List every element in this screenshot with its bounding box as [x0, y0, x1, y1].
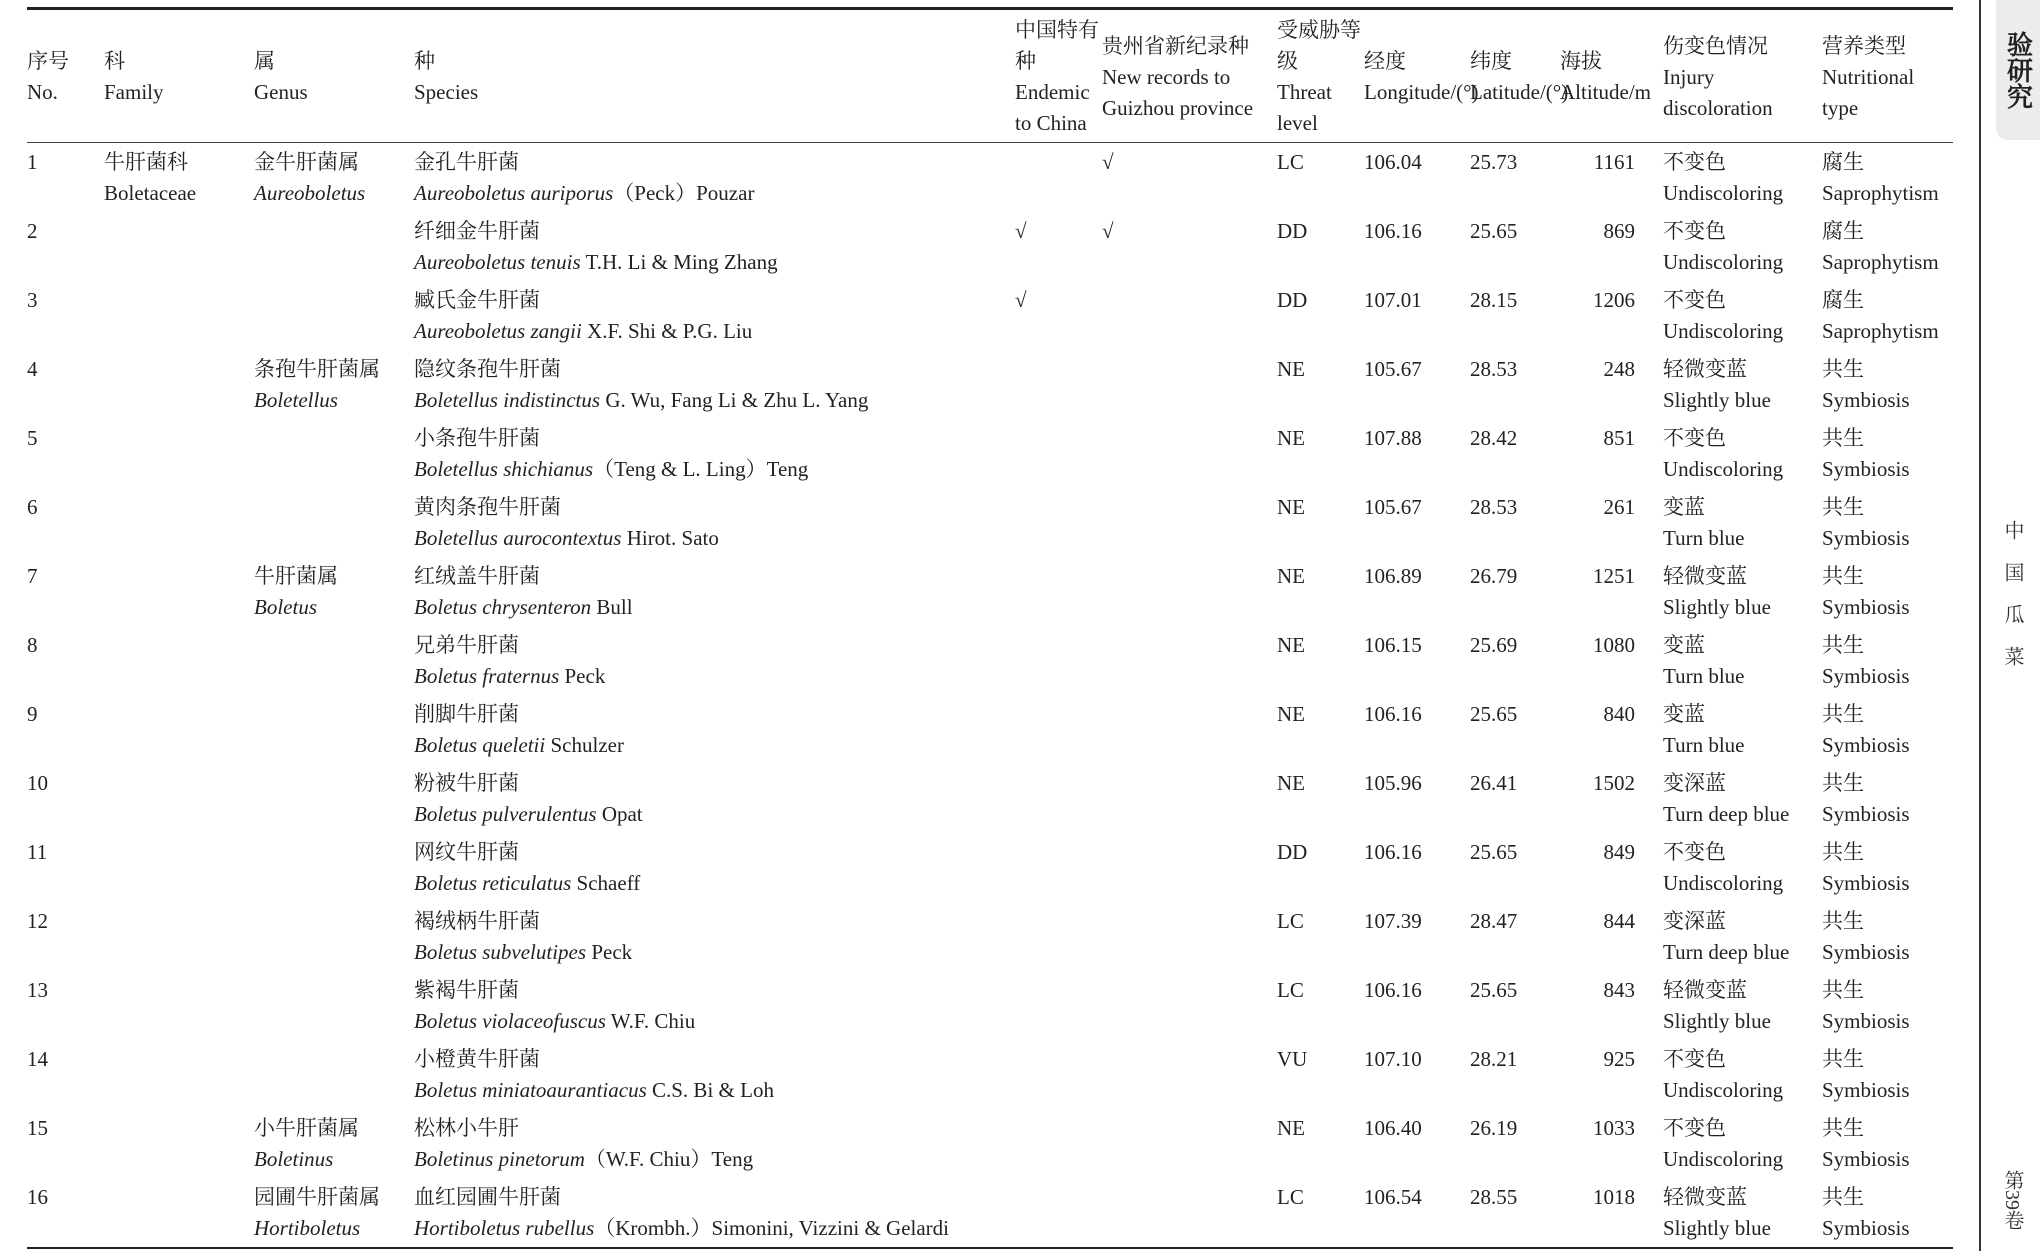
header-en: Endemic to China [1015, 80, 1090, 135]
sp-cn: 纤细金牛肝菌 [414, 219, 540, 243]
nut-en: Saprophytism [1822, 250, 1939, 274]
sp-sci: Aureoboletus tenuis [414, 250, 581, 274]
no: 1 [27, 150, 38, 174]
lon: 106.16 [1364, 840, 1422, 864]
nut-en: Symbiosis [1822, 1147, 1910, 1171]
sp-cn: 小橙黄牛肝菌 [414, 1047, 540, 1071]
sp-cn: 网纹牛肝菌 [414, 840, 519, 864]
inj-en: Slightly blue [1663, 1009, 1771, 1033]
threat: NE [1277, 702, 1305, 726]
page-margin-rule [1979, 0, 1981, 1251]
inj-cn: 变蓝 [1663, 633, 1705, 657]
no: 5 [27, 426, 38, 450]
no: 6 [27, 495, 38, 519]
lat: 28.53 [1470, 357, 1518, 381]
alt: 1080 [1593, 633, 1635, 657]
no: 2 [27, 219, 38, 243]
header-cn: 受威胁等级 [1277, 18, 1361, 73]
header-nutrition [1822, 9, 1953, 143]
nut-en: Saprophytism [1822, 181, 1939, 205]
sp-cn: 金孔牛肝菌 [414, 150, 519, 174]
nut-en: Symbiosis [1822, 733, 1910, 757]
table-header [27, 9, 1953, 143]
section-tab: 验研究 [1996, 0, 2040, 140]
lat: 26.41 [1470, 771, 1518, 795]
inj-en: Turn blue [1663, 733, 1745, 757]
lat: 28.53 [1470, 495, 1518, 519]
sp-sci: Boletus chrysenteron [414, 595, 592, 619]
header-cn: 属 [254, 49, 275, 73]
nut-en: Saprophytism [1822, 319, 1939, 343]
lon: 106.16 [1364, 978, 1422, 1002]
header-cn: 贵州省新纪录种 [1102, 33, 1249, 58]
lon: 106.54 [1364, 1185, 1422, 1209]
sp-auth: W.F. Chiu [605, 1009, 696, 1033]
endemic: √ [1015, 288, 1027, 312]
inj-cn: 不变色 [1663, 150, 1726, 174]
threat: NE [1277, 633, 1305, 657]
table-row [27, 1109, 1953, 1178]
nut-cn: 共生 [1822, 564, 1864, 588]
header-no [27, 9, 104, 143]
genus-cn: 小牛肝菌属 [254, 1116, 359, 1140]
header-en: Threat level [1277, 80, 1332, 135]
lat: 25.65 [1470, 219, 1518, 243]
nut-en: Symbiosis [1822, 1009, 1910, 1033]
sp-sci: Boletus pulverulentus [414, 802, 597, 826]
sp-sci: Boletellus aurocontextus [414, 526, 622, 550]
header-en: Family [104, 80, 164, 104]
header-cn: 伤变色情况 [1663, 33, 1768, 58]
newrec: √ [1102, 219, 1114, 243]
no: 11 [27, 840, 48, 864]
header-genus [254, 9, 414, 143]
alt: 248 [1603, 357, 1635, 381]
nut-cn: 共生 [1822, 909, 1864, 933]
no: 4 [27, 357, 38, 381]
header-cn: 纬度 [1470, 49, 1512, 73]
inj-en: Slightly blue [1663, 595, 1771, 619]
sp-auth: （Krombh.）Simonini, Vizzini & Gelardi [594, 1216, 949, 1240]
threat: NE [1277, 357, 1305, 381]
sp-cn: 削脚牛肝菌 [414, 702, 519, 726]
table-row [27, 350, 1953, 419]
species-table [27, 7, 1953, 1249]
header-latitude [1470, 9, 1569, 143]
inj-cn: 不变色 [1663, 426, 1726, 450]
lat: 25.65 [1470, 840, 1518, 864]
nut-cn: 共生 [1822, 495, 1864, 519]
header-cn: 种 [414, 49, 435, 73]
inj-cn: 轻微变蓝 [1663, 1185, 1747, 1209]
nut-cn: 共生 [1822, 702, 1864, 726]
inj-cn: 变深蓝 [1663, 909, 1726, 933]
header-en: New records to Guizhou province [1102, 64, 1254, 120]
nut-cn: 共生 [1822, 633, 1864, 657]
nut-en: Symbiosis [1822, 595, 1910, 619]
lon: 106.15 [1364, 633, 1422, 657]
inj-en: Undiscoloring [1663, 250, 1784, 274]
lon: 106.89 [1364, 564, 1422, 588]
journal-name: 中国瓜菜 [2001, 520, 2023, 688]
sp-sci: Aureoboletus auriporus [414, 181, 614, 205]
sp-auth: （W.F. Chiu）Teng [584, 1147, 754, 1171]
sp-cn: 黄肉条孢牛肝菌 [414, 495, 561, 519]
table-row [27, 419, 1953, 488]
threat: LC [1277, 1185, 1304, 1209]
inj-en: Turn blue [1663, 526, 1745, 550]
sp-cn: 臧氏金牛肝菌 [414, 288, 540, 312]
nut-cn: 共生 [1822, 1185, 1864, 1209]
lat: 25.65 [1470, 702, 1518, 726]
lat: 28.42 [1470, 426, 1518, 450]
nut-cn: 腐生 [1822, 219, 1864, 243]
nut-en: Symbiosis [1822, 457, 1910, 481]
sp-cn: 隐纹条孢牛肝菌 [414, 357, 561, 381]
lon: 105.67 [1364, 357, 1422, 381]
sp-sci: Boletus reticulatus [414, 871, 572, 895]
sp-cn: 紫褐牛肝菌 [414, 978, 519, 1002]
no: 12 [27, 909, 48, 933]
table-row [27, 626, 1953, 695]
nut-cn: 共生 [1822, 978, 1864, 1002]
inj-cn: 不变色 [1663, 219, 1726, 243]
alt: 843 [1603, 978, 1635, 1002]
sp-sci: Boletus fraternus [414, 664, 560, 688]
alt: 1251 [1593, 564, 1635, 588]
sp-cn: 血红园圃牛肝菌 [414, 1185, 561, 1209]
threat: NE [1277, 771, 1305, 795]
sp-cn: 松林小牛肝 [414, 1116, 519, 1140]
no: 15 [27, 1116, 48, 1140]
lat: 25.73 [1470, 150, 1518, 174]
inj-en: Turn deep blue [1663, 940, 1790, 964]
sp-cn: 兄弟牛肝菌 [414, 633, 519, 657]
family-en: Boletaceae [104, 181, 197, 205]
header-new-record [1102, 9, 1277, 143]
threat: LC [1277, 150, 1304, 174]
no: 9 [27, 702, 38, 726]
sp-auth: G. Wu, Fang Li & Zhu L. Yang [600, 388, 869, 412]
lat: 26.79 [1470, 564, 1518, 588]
sp-auth: X.F. Shi & P.G. Liu [581, 319, 753, 343]
nut-cn: 腐生 [1822, 288, 1864, 312]
alt: 851 [1603, 426, 1635, 450]
inj-cn: 不变色 [1663, 1116, 1726, 1140]
inj-cn: 轻微变蓝 [1663, 564, 1747, 588]
table-row [27, 212, 1953, 281]
header-cn: 经度 [1364, 49, 1406, 73]
genus-en: Aureoboletus [254, 181, 366, 205]
nut-en: Symbiosis [1822, 940, 1910, 964]
inj-cn: 变蓝 [1663, 495, 1705, 519]
inj-en: Turn deep blue [1663, 802, 1790, 826]
sp-auth: Opat [596, 802, 643, 826]
nut-cn: 共生 [1822, 840, 1864, 864]
lat: 28.21 [1470, 1047, 1518, 1071]
lon: 107.88 [1364, 426, 1422, 450]
alt: 1018 [1593, 1185, 1635, 1209]
header-cn: 海拔 [1560, 49, 1602, 73]
lat: 28.15 [1470, 288, 1518, 312]
alt: 261 [1603, 495, 1635, 519]
inj-cn: 变蓝 [1663, 702, 1705, 726]
genus-cn: 园圃牛肝菌属 [254, 1185, 380, 1209]
nut-cn: 共生 [1822, 357, 1864, 381]
lat: 25.65 [1470, 978, 1518, 1002]
alt: 925 [1603, 1047, 1635, 1071]
header-cn: 营养类型 [1822, 33, 1906, 58]
alt: 840 [1603, 702, 1635, 726]
genus-cn: 金牛肝菌属 [254, 150, 359, 174]
genus-en: Boletus [254, 595, 317, 619]
inj-en: Undiscoloring [1663, 319, 1784, 343]
inj-en: Undiscoloring [1663, 181, 1784, 205]
header-en: Genus [254, 80, 308, 104]
alt: 1206 [1593, 288, 1635, 312]
sp-auth: Bull [591, 595, 633, 619]
table-row [27, 488, 1953, 557]
nut-cn: 共生 [1822, 426, 1864, 450]
threat: DD [1277, 840, 1308, 864]
table-row [27, 971, 1953, 1040]
lon: 107.39 [1364, 909, 1422, 933]
newrec: √ [1102, 150, 1114, 174]
inj-en: Turn blue [1663, 664, 1745, 688]
nut-en: Symbiosis [1822, 1078, 1910, 1102]
header-species [414, 9, 1015, 143]
alt: 1161 [1593, 150, 1635, 174]
threat: LC [1277, 909, 1304, 933]
header-en: Nutritional type [1822, 64, 1915, 120]
genus-cn: 条孢牛肝菌属 [254, 357, 380, 381]
header-en: Altitude/m [1560, 80, 1651, 104]
nut-en: Symbiosis [1822, 664, 1910, 688]
sp-sci: Aureoboletus zangii [414, 319, 582, 343]
sp-sci: Boletellus shichianus [414, 457, 594, 481]
threat: NE [1277, 426, 1305, 450]
lon: 106.40 [1364, 1116, 1422, 1140]
sp-sci: Boletellus indistinctus [414, 388, 601, 412]
no: 3 [27, 288, 38, 312]
lat: 28.55 [1470, 1185, 1518, 1209]
no: 16 [27, 1185, 48, 1209]
threat: NE [1277, 1116, 1305, 1140]
no: 7 [27, 564, 38, 588]
inj-en: Undiscoloring [1663, 1147, 1784, 1171]
threat: DD [1277, 288, 1308, 312]
nut-en: Symbiosis [1822, 526, 1910, 550]
sp-sci: Boletus miniatoaurantiacus [414, 1078, 647, 1102]
no: 8 [27, 633, 38, 657]
sp-auth: Hirot. Sato [621, 526, 719, 550]
header-family [104, 9, 254, 143]
no: 10 [27, 771, 48, 795]
sp-auth: （Teng & L. Ling）Teng [593, 457, 809, 481]
alt: 1502 [1593, 771, 1635, 795]
genus-en: Boletellus [254, 388, 338, 412]
lat: 28.47 [1470, 909, 1518, 933]
header-cn: 科 [104, 49, 125, 73]
no: 14 [27, 1047, 48, 1071]
endemic: √ [1015, 219, 1027, 243]
header-en: No. [27, 80, 58, 104]
lon: 107.01 [1364, 288, 1422, 312]
sp-cn: 小条孢牛肝菌 [414, 426, 540, 450]
inj-en: Slightly blue [1663, 388, 1771, 412]
header-en: Species [414, 80, 479, 104]
header-injury [1663, 9, 1822, 143]
header-altitude [1560, 9, 1663, 143]
sp-cn: 红绒盖牛肝菌 [414, 564, 540, 588]
header-threat [1277, 9, 1364, 143]
header-en: Injury discoloration [1663, 64, 1773, 120]
header-en: Longitude/(°) [1364, 80, 1479, 104]
alt: 869 [1603, 219, 1635, 243]
sp-auth: C.S. Bi & Loh [646, 1078, 774, 1102]
alt: 844 [1603, 909, 1635, 933]
sp-cn: 粉被牛肝菌 [414, 771, 519, 795]
nut-cn: 共生 [1822, 1116, 1864, 1140]
table-row [27, 695, 1953, 764]
genus-en: Hortiboletus [254, 1216, 361, 1240]
alt: 1033 [1593, 1116, 1635, 1140]
genus-cn: 牛肝菌属 [254, 564, 338, 588]
inj-cn: 不变色 [1663, 1047, 1726, 1071]
sp-cn: 褐绒柄牛肝菌 [414, 909, 540, 933]
table-row [27, 557, 1953, 626]
nut-en: Symbiosis [1822, 802, 1910, 826]
threat: NE [1277, 495, 1305, 519]
inj-en: Slightly blue [1663, 1216, 1771, 1240]
table-row [27, 143, 1953, 213]
inj-en: Undiscoloring [1663, 457, 1784, 481]
lon: 106.04 [1364, 150, 1422, 174]
threat: DD [1277, 219, 1308, 243]
table-row [27, 1040, 1953, 1109]
no: 13 [27, 978, 48, 1002]
nut-en: Symbiosis [1822, 871, 1910, 895]
lon: 107.10 [1364, 1047, 1422, 1071]
threat: VU [1277, 1047, 1308, 1071]
table-row [27, 902, 1953, 971]
nut-cn: 共生 [1822, 1047, 1864, 1071]
lat: 25.69 [1470, 633, 1518, 657]
sp-sci: Hortiboletus rubellus [414, 1216, 595, 1240]
header-cn: 中国特有种 [1015, 18, 1099, 73]
table-row [27, 1178, 1953, 1248]
header-endemic [1015, 9, 1102, 143]
sp-sci: Boletus subvelutipes [414, 940, 587, 964]
table-row [27, 281, 1953, 350]
sp-auth: Schaeff [571, 871, 641, 895]
sp-sci: Boletinus pinetorum [414, 1147, 585, 1171]
sp-auth: （Peck）Pouzar [613, 181, 755, 205]
alt: 849 [1603, 840, 1635, 864]
inj-cn: 轻微变蓝 [1663, 978, 1747, 1002]
sp-auth: Peck [559, 664, 606, 688]
sp-sci: Boletus queletii [414, 733, 546, 757]
sp-auth: Schulzer [545, 733, 624, 757]
family-cn: 牛肝菌科 [104, 150, 188, 174]
inj-cn: 不变色 [1663, 288, 1726, 312]
table-row [27, 764, 1953, 833]
inj-cn: 变深蓝 [1663, 771, 1726, 795]
nut-cn: 腐生 [1822, 150, 1864, 174]
header-longitude [1364, 9, 1479, 143]
inj-cn: 不变色 [1663, 840, 1726, 864]
lon: 105.96 [1364, 771, 1422, 795]
table-row [27, 833, 1953, 902]
inj-en: Undiscoloring [1663, 871, 1784, 895]
volume-label: 第39卷 [2001, 1170, 2023, 1230]
nut-cn: 共生 [1822, 771, 1864, 795]
genus-en: Boletinus [254, 1147, 334, 1171]
sp-sci: Boletus violaceofuscus [414, 1009, 606, 1033]
sp-auth: T.H. Li & Ming Zhang [580, 250, 778, 274]
inj-en: Undiscoloring [1663, 1078, 1784, 1102]
lon: 106.16 [1364, 702, 1422, 726]
header-en: Latitude/(°) [1470, 80, 1569, 104]
lon: 105.67 [1364, 495, 1422, 519]
threat: LC [1277, 978, 1304, 1002]
inj-cn: 轻微变蓝 [1663, 357, 1747, 381]
sp-auth: Peck [586, 940, 633, 964]
nut-en: Symbiosis [1822, 388, 1910, 412]
lat: 26.19 [1470, 1116, 1518, 1140]
lon: 106.16 [1364, 219, 1422, 243]
header-cn: 序号 [27, 49, 69, 73]
nut-en: Symbiosis [1822, 1216, 1910, 1240]
threat: NE [1277, 564, 1305, 588]
